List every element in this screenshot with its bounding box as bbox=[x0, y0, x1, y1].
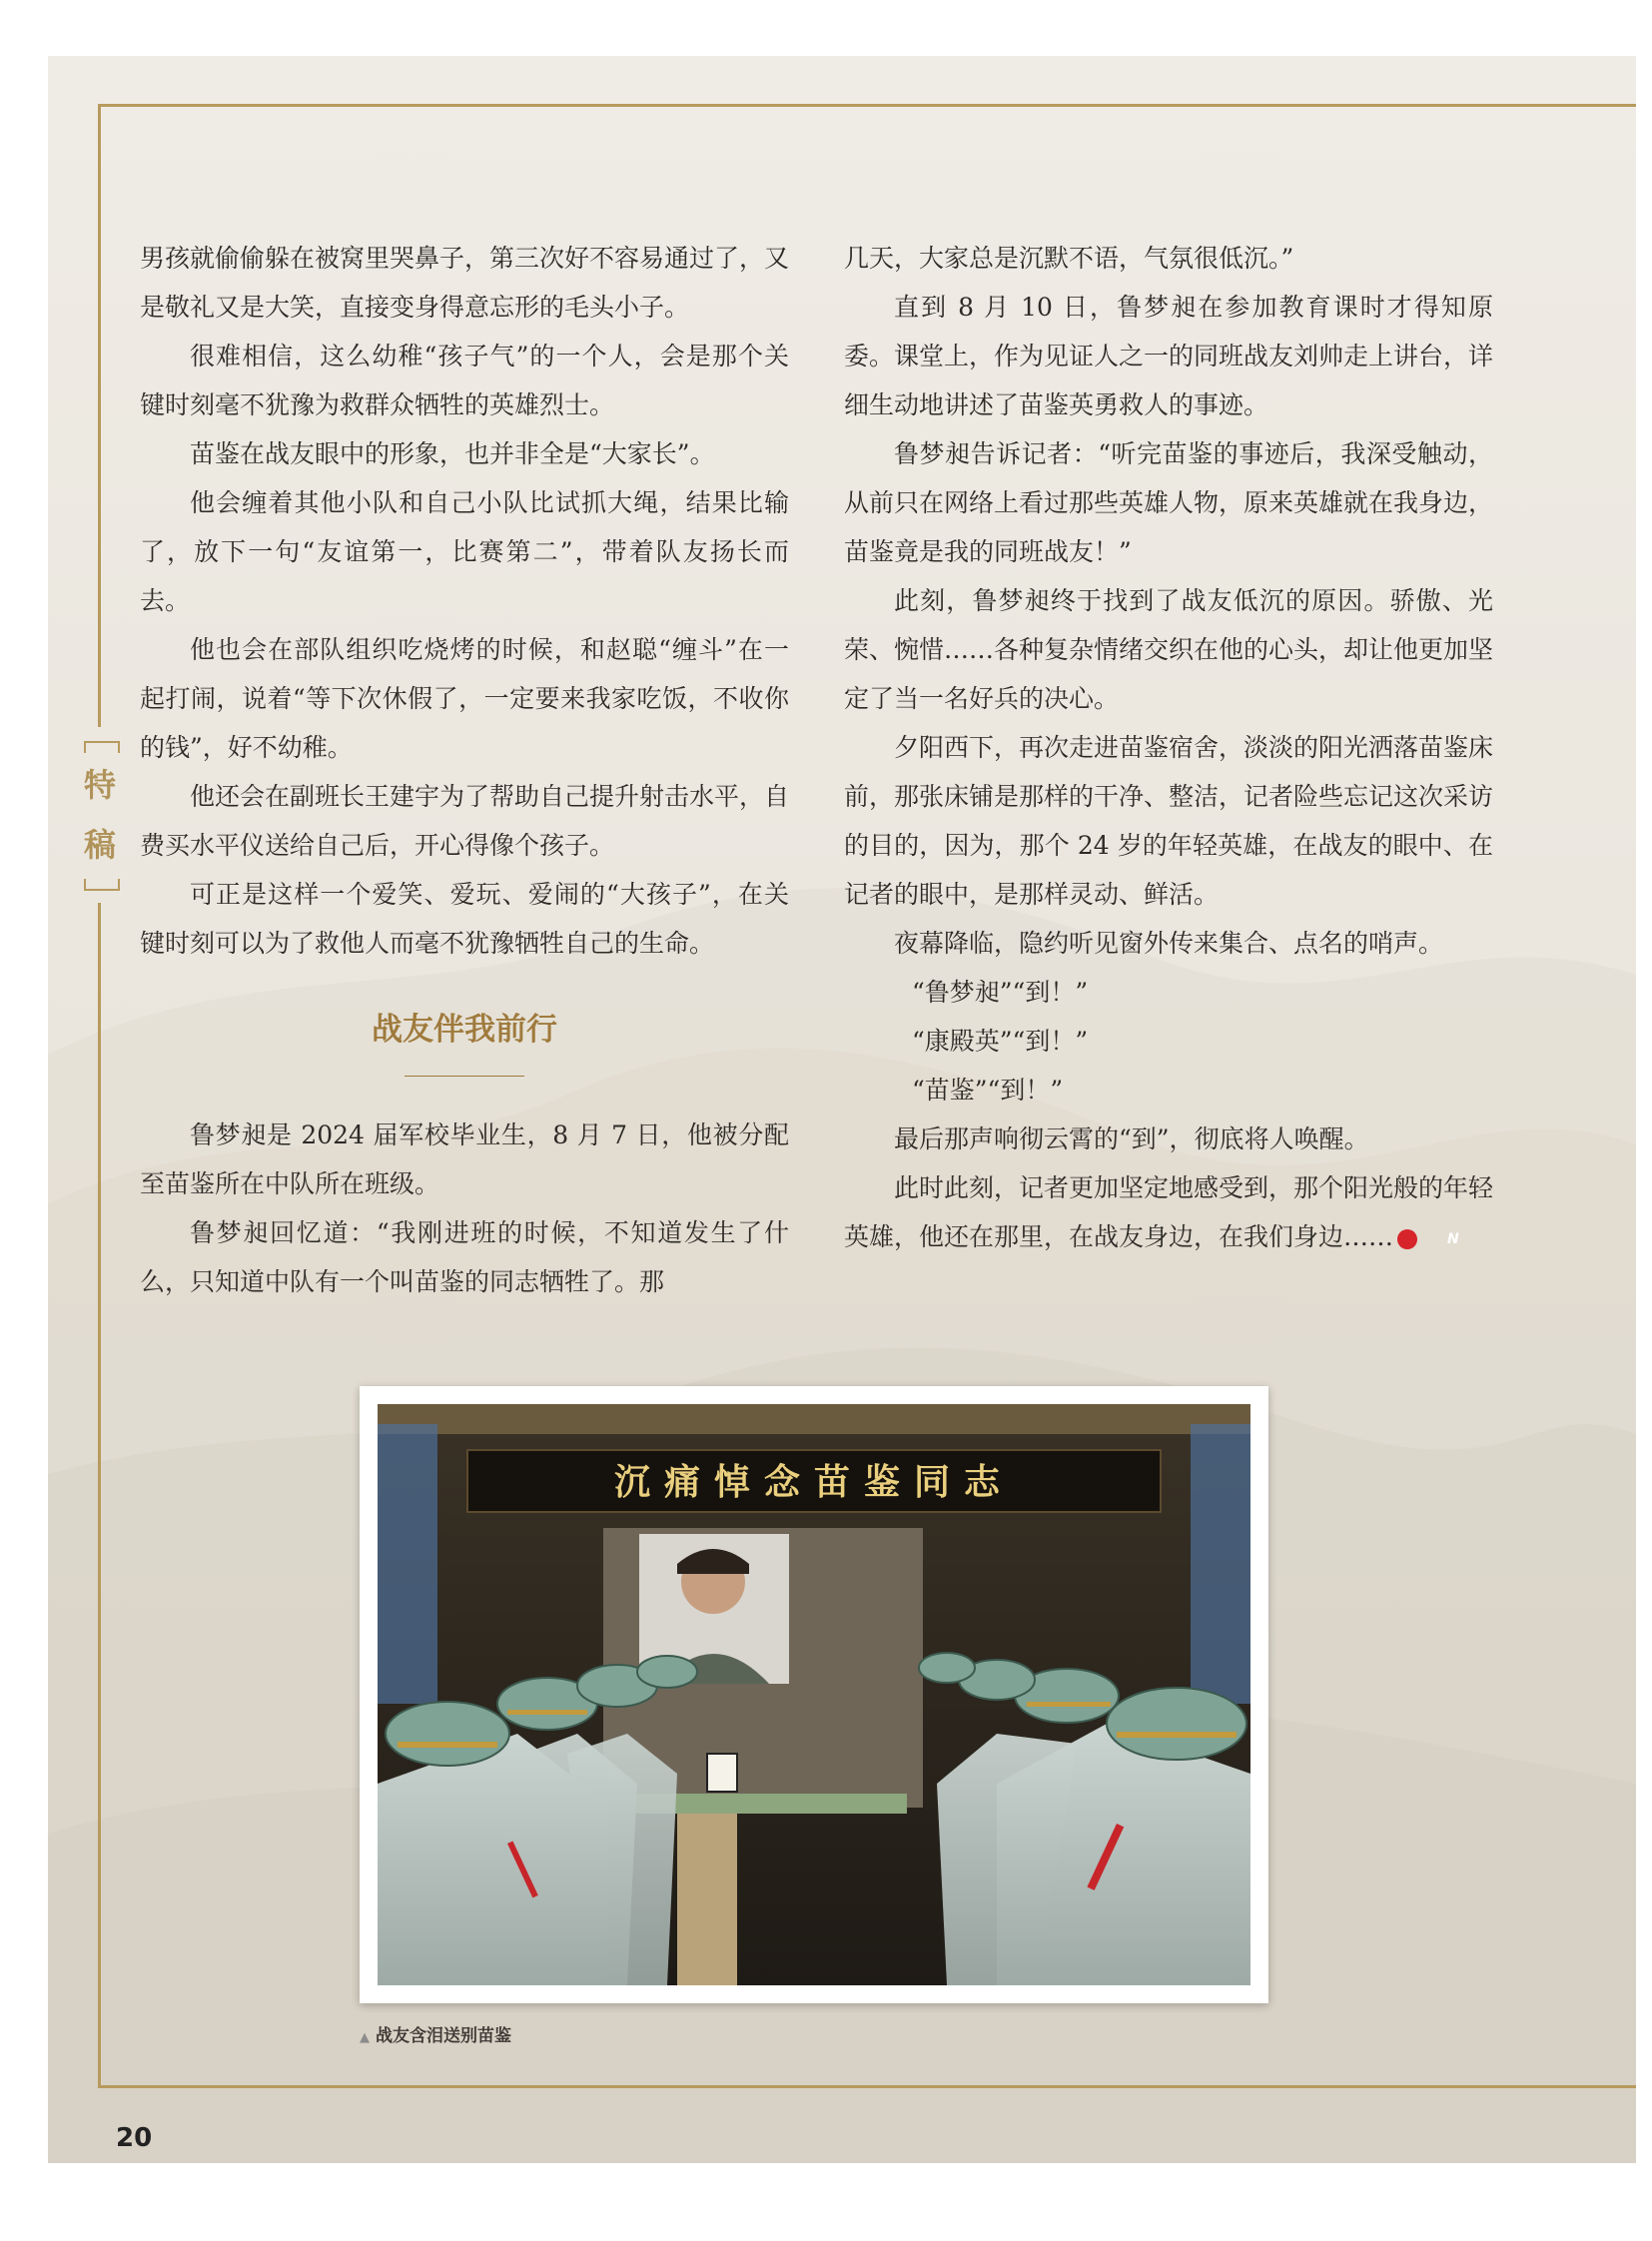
paragraph: 夕阳西下，再次走进苗鉴宿舍，淡淡的阳光洒落苗鉴床前，那张床铺是那样的干净、整洁，记者险些忘记这次采访的目的，因为，那个 24 岁的年轻英雄，在战友的眼中、在记者的眼中，是那样灵动、鲜活。 bbox=[844, 733, 1494, 909]
paragraph-text: 此时此刻，记者更加坚定地感受到，那个阳光般的年轻英雄，他还在那里，在战友身边，在我们身边…… bbox=[844, 1173, 1494, 1251]
section-label bbox=[78, 741, 122, 891]
paragraph: 苗鉴在战友眼中的形象，也并非全是“大家长”。 bbox=[190, 439, 715, 468]
paragraph: 他会缠着其他小队和自己小队比试抓大绳，结果比输了，放下一句“友谊第一，比赛第二”，带着队友扬长而去。 bbox=[140, 488, 789, 615]
paragraph: 很难相信，这么幼稚“孩子气”的一个人，会是那个关键时刻毫不犹豫为救群众牺牲的英雄烈士。 bbox=[140, 342, 789, 419]
section-label-char: 稿 bbox=[83, 826, 116, 864]
paragraph: 他还会在副班长王建宇为了帮助自己提升射击水平，自费买水平仪送给自己后，开心得像个孩子。 bbox=[140, 782, 790, 860]
paragraph: 他也会在部队组织吃烧烤的时候，和赵聪“缠斗”在一起打闹，说着“等下次休假了，一定要来我家吃饭，不收你的钱”，好不幼稚。 bbox=[140, 635, 789, 762]
roll-call-line: “康殿英”“到！” bbox=[912, 1027, 1089, 1056]
page-number: 20 bbox=[116, 2123, 153, 2153]
paragraph: 夜幕降临，隐约听见窗外传来集合、点名的哨声。 bbox=[894, 929, 1444, 958]
paragraph: 几天，大家总是沉默不语，气氛很低沉。” bbox=[844, 244, 1294, 273]
paragraph: 男孩就偷偷躲在被窝里哭鼻子，第三次好不容易通过了，又是敬礼又是大笑，直接变身得意忘形的毛头小子。 bbox=[140, 244, 790, 322]
memorial-photo bbox=[378, 1404, 1250, 1985]
caption-text: 战友含泪送别苗鉴 bbox=[376, 2026, 511, 2046]
caption-marker-icon: ▲ bbox=[360, 2030, 370, 2045]
bracket-bottom bbox=[84, 879, 120, 891]
paragraph: 此刻，鲁梦昶终于找到了战友低沉的原因。骄傲、光荣、惋惜……各种复杂情绪交织在他的心头，却让他更加坚定了当一名好兵的决心。 bbox=[844, 586, 1494, 713]
frame-left-border bbox=[98, 104, 101, 727]
paragraph: 可正是这样一个爱笑、爱玩、爱闹的“大孩子”，在关键时刻可以为了救他人而毫不犹豫牺牲自己的生命。 bbox=[140, 880, 789, 958]
paragraph bbox=[844, 1163, 1493, 1261]
roll-call-line: “鲁梦昶”“到！” bbox=[912, 978, 1089, 1007]
memorial-photo-frame bbox=[360, 1386, 1268, 2003]
frame-left-border bbox=[98, 903, 101, 2085]
photo-caption bbox=[360, 2021, 511, 2046]
left-column bbox=[140, 234, 789, 1306]
paragraph: 鲁梦昶是 2024 届军校毕业生，8 月 7 日，他被分配至苗鉴所在中队所在班级。 bbox=[140, 1120, 789, 1198]
heading-divider bbox=[405, 1076, 524, 1077]
paragraph: 鲁梦昶回忆道：“我刚进班的时候，不知道发生了什么，只知道中队有一个叫苗鉴的同志牺牲了。那 bbox=[140, 1218, 789, 1296]
frame-top-border bbox=[98, 104, 1636, 107]
paragraph: 鲁梦昶告诉记者：“听完苗鉴的事迹后，我深受触动，从前只在网络上看过那些英雄人物，原来英雄就在我身边，苗鉴竟是我的同班战友！” bbox=[844, 439, 1494, 566]
end-mark-icon: N bbox=[1397, 1229, 1417, 1249]
frame-bottom-border bbox=[98, 2085, 1636, 2088]
banner-text: 沉痛悼念苗鉴同志 bbox=[613, 1462, 1015, 1503]
paragraph: 直到 8 月 10 日，鲁梦昶在参加教育课时才得知原委。课堂上，作为见证人之一的同班战友刘帅走上讲台，详细生动地讲述了苗鉴英勇救人的事迹。 bbox=[844, 293, 1494, 419]
section-label-char: 特 bbox=[83, 766, 116, 804]
bracket-top bbox=[84, 741, 120, 753]
roll-call-line: “苗鉴”“到！” bbox=[912, 1076, 1064, 1105]
section-label-text bbox=[78, 755, 122, 875]
paragraph: 最后那声响彻云霄的“到”，彻底将人唤醒。 bbox=[894, 1124, 1369, 1153]
right-column bbox=[844, 234, 1493, 1261]
section-heading: 战友伴我前行 bbox=[372, 1012, 557, 1048]
